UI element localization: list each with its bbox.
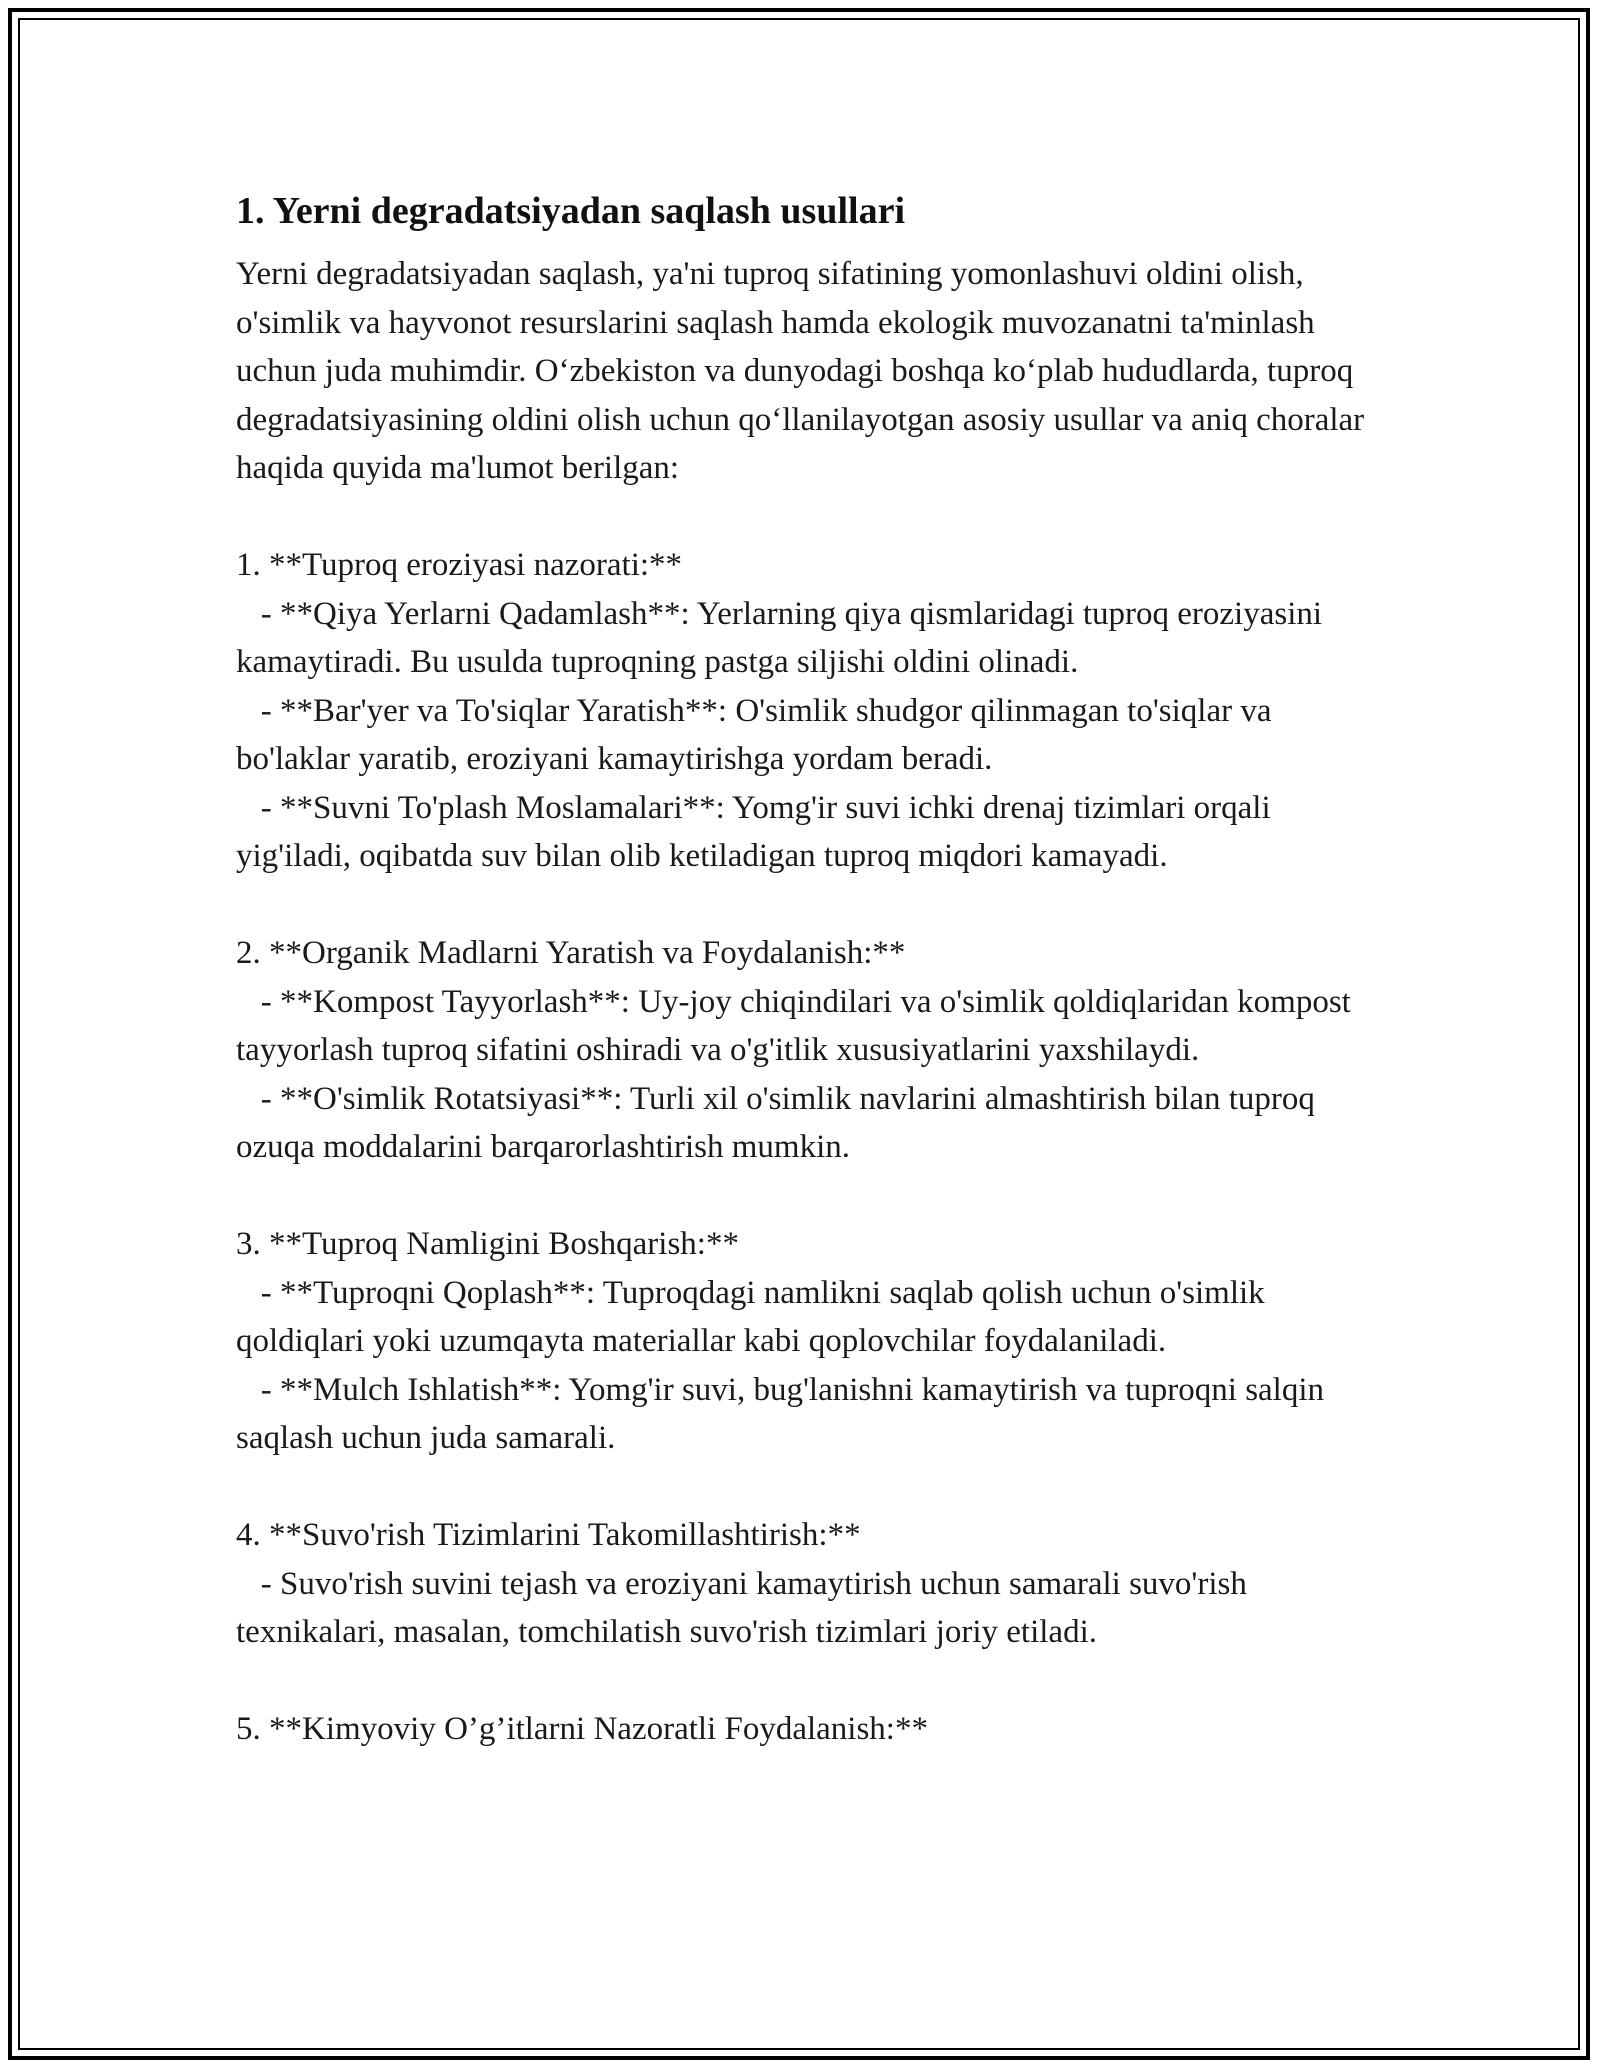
section-heading: 4. **Suvo'rish Tizimlarini Takomillashtirish:** — [236, 1517, 861, 1553]
section-erosion-control — [236, 541, 1386, 881]
list-item: - Suvo'rish suvini tejash va eroziyani kamaytirish uchun samarali suvo'rish texnikalari, masalan, tomchilatish suvo'rish tizimlari joriy etiladi. — [236, 1565, 1256, 1650]
list-item: - **O'simlik Rotatsiyasi**: Turli xil o'simlik navlarini almashtirish bilan tuproq ozuqa moddalarini barqarorlashtirish mumkin. — [236, 1080, 1324, 1165]
list-item: - **Qiya Yerlarni Qadamlash**: Yerlarning qiya qismlaridagi tuproq eroziyasini kamaytiradi. Bu usulda tuproqning pastga siljishi oldini olinadi. — [236, 595, 1331, 680]
section-heading: 2. **Organik Madlarni Yaratish va Foydalanish:** — [236, 935, 906, 971]
section-heading: 5. **Kimyoviy O’g’itlarni Nazoratli Foydalanish:** — [236, 1711, 928, 1747]
section-chemical-fertilizers — [236, 1705, 1386, 1754]
list-item: - **Kompost Tayyorlash**: Uy-joy chiqindilari va o'simlik qoldiqlaridan kompost tayyorlash tuproq sifatini oshiradi va o'g'itlik xususiyatlarini yaxshilaydi. — [236, 983, 1360, 1068]
section-soil-moisture — [236, 1220, 1386, 1463]
section-irrigation — [236, 1511, 1386, 1657]
list-item: - **Bar'yer va To'siqlar Yaratish**: O'simlik shudgor qilinmagan to'siqlar va bo'laklar yaratib, eroziyani kamaytirishga yordam beradi. — [236, 692, 1280, 777]
list-item: - **Suvni To'plash Moslamalari**: Yomg'ir suvi ichki drenaj tizimlari orqali yig'iladi, oqibatda suv bilan olib ketiladigan tuproq miqdori kamayadi. — [236, 789, 1279, 874]
list-item: - **Tuproqni Qoplash**: Tuproqdagi namlikni saqlab qolish uchun o'simlik qoldiqlari yoki uzumqayta materiallar kabi qoplovchilar foydalaniladi. — [236, 1274, 1273, 1359]
intro-paragraph: Yerni degradatsiyadan saqlash, ya'ni tuproq sifatining yomonlashuvi oldini olish, o'simlik va hayvonot resurslarini saqlash hamda ekologik muvozanatni ta'minlash uchun juda muhimdir. O‘zbekiston va dunyodagi boshqa ko‘plab hududlarda, tuproq degradatsiyasining oldini olish uchun qo‘llanilayotgan asosiy usullar va aniq choralar haqida quyida ma'lumot berilgan: — [236, 256, 1365, 486]
section-heading: 1. **Tuproq eroziyasi nazorati:** — [236, 547, 683, 583]
list-item: - **Mulch Ishlatish**: Yomg'ir suvi, bug'lanishni kamaytirish va tuproqni salqin saqlash uchun juda samarali. — [236, 1371, 1333, 1456]
document-body — [236, 186, 1386, 1754]
section-organic-matter — [236, 929, 1386, 1172]
document-title: 1. Yerni degradatsiyadan saqlash usullari — [236, 190, 906, 232]
section-heading: 3. **Tuproq Namligini Boshqarish:** — [236, 1226, 739, 1262]
